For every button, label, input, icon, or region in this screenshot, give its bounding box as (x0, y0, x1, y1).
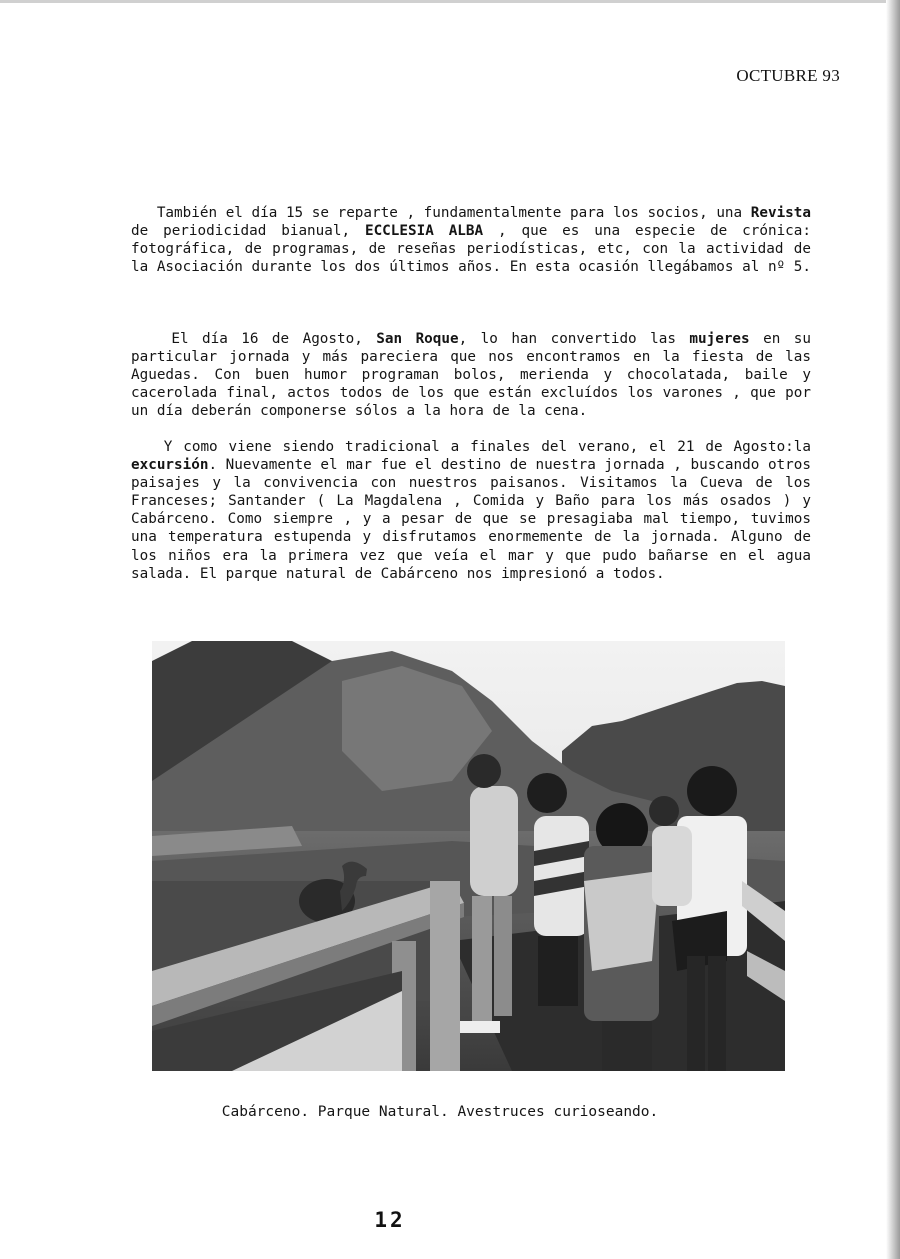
bold-revista: Revista (750, 205, 812, 221)
cabarceno-photo (152, 641, 785, 1071)
bold-ecclesia-alba: ECCLESIA ALBA (364, 223, 484, 240)
scan-right-edge (886, 0, 900, 1259)
paragraph-san-roque: El día 16 de Agosto, San Roque, lo han convertido las mujeres en su particular jornada y más pareciera que nos encontramos en la fiesta de las Aguedas. Con buen humor programan bolos, merienda y chocolatada, baile y cacerolada final, actos todos de los que están excluídos los varones , que por un día deberán componerse sólos a la hora de la cena. (131, 331, 811, 420)
bold-excursion: excursión (131, 457, 209, 474)
paragraph-excursion: Y como viene siendo tradicional a finales del verano, el 21 de Agosto:la excursión. Nuevamente el mar fue el destino de nuestra jornada , buscando otros paisajes y la convivencia con nuestros paisanos. Visitamos la Cueva de los Franceses; Santander ( La Magdalena , Comida y Baño para los más osados ) y Cabárceno. Como siempre , y a pesar de que se presagiaba mal tiempo, tuvimos una temperatura estupenda y disfrutamos enormemente de la jornada. Alguno de los niños era la primera vez que veía el mar y que pudo bañarse en el agua salada. El parque natural de Cabárceno nos impresionó a todos. (131, 439, 811, 582)
bold-san-roque: San Roque (376, 331, 459, 347)
bold-mujeres: mujeres (689, 331, 750, 347)
scan-top-edge (0, 0, 900, 3)
page-header-date: OCTUBRE 93 (736, 66, 840, 85)
photo-caption: Cabárceno. Parque Natural. Avestruces curioseando. (221, 1104, 659, 1120)
paragraph-revista: También el día 15 se reparte , fundamentalmente para los socios, una Revista de periodicidad bianual, ECCLESIA ALBA , que es una especie de crónica: fotográfica, de programas, de reseñas periodísticas, etc, con la actividad de la Asociación durante los dos últimos años. En esta ocasión llegábamos al nº 5. (131, 205, 812, 276)
page-number: 12 (374, 1208, 406, 1232)
